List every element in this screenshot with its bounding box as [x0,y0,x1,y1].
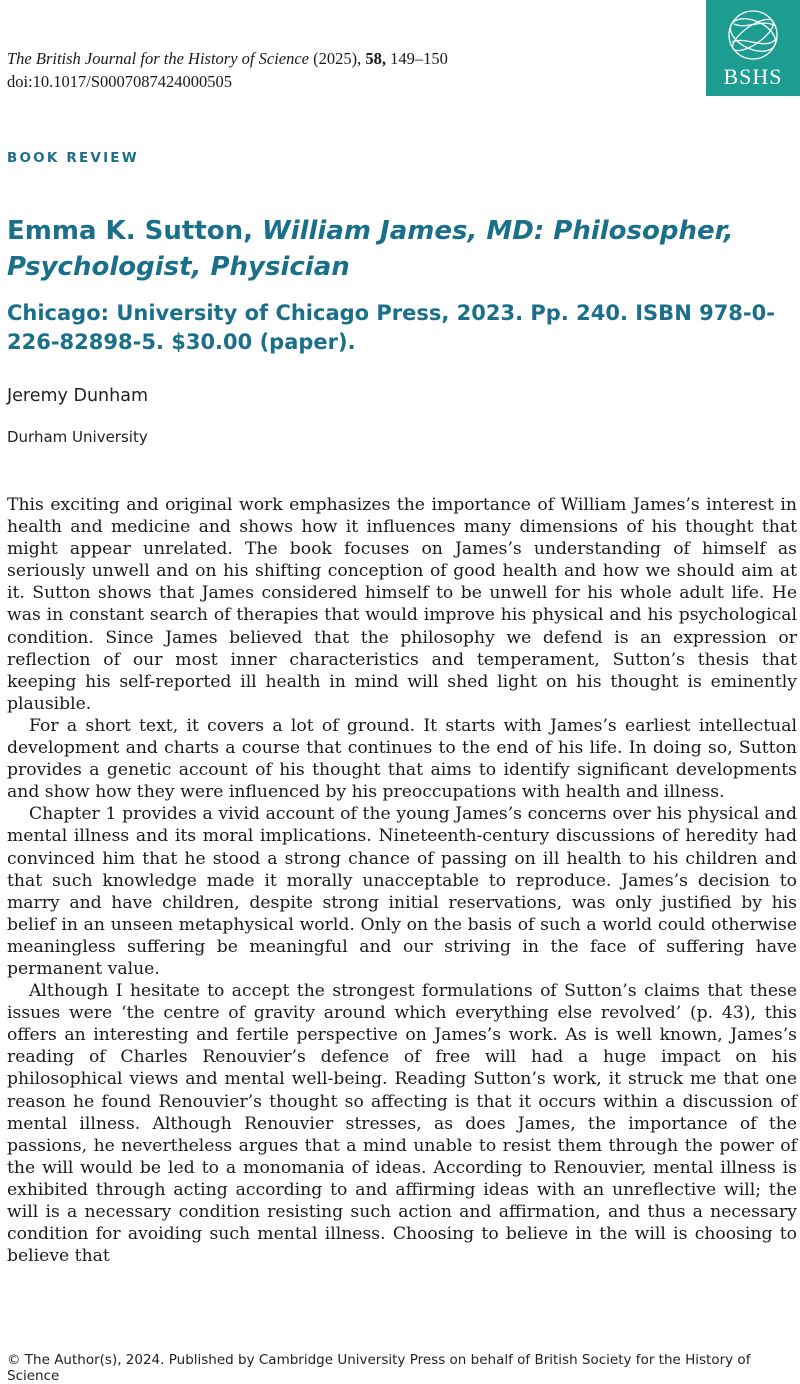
logo-text: BSHS [723,64,783,89]
paragraph: Although I hesitate to accept the strongest formulations of Sutton’s claims that these issues were ‘the centre of gravity around which everything else revolved’ (p. 43), this offers an interesting and fertile perspective on James’s work. As is well known, James’s reading of Charles Renouvier’s defence of free will had a huge impact on his philosophical views and mental well-being. Reading Sutton’s work, it struck me that one reason he found Renouvier’s thought so affecting is that it occurs within a discussion of mental illness. Although Renouvier stresses, as does James, the importance of the passions, he nevertheless argues that a mind unable to resist them through the power of the will would be led to a monomania of ideas. According to Renouvier, mental illness is exhibited through acting according to and affirming ideas with an unreflective will; the will is a necessary condition resisting such action and affirmation, and thus a necessary condition for avoiding such mental illness. Choosing to believe in the will is choosing to believe that [7,981,797,1267]
citation-line [7,47,448,70]
paragraph: This exciting and original work emphasizes the importance of William James’s interest in health and medicine and shows how it influences many dimensions of his thought that might appear unrelated. The book focuses on James’s understanding of himself as seriously unwell and on his shifting conception of good health and how we should aim at it. Sutton shows that James considered himself to be unwell for his whole adult life. He was in constant search of therapies that would improve his physical and his psychological condition. Since James believed that the philosophy we defend is an expression or reflection of our most inner characteristics and temperament, Sutton’s thesis that keeping his self-reported ill health in mind will shed light on his thought is eminently plausible. [7,495,797,714]
section-label: BOOK REVIEW [7,150,139,166]
publication-year: (2025), [313,49,362,68]
journal-citation [7,47,448,93]
paragraph: For a short text, it covers a lot of ground. It starts with James’s earliest intellectual development and charts a course that continues to the end of his life. In doing so, Sutton provides a genetic account of his thought that aims to identify significant developments and show how they were influenced by his preoccupations with health and illness. [7,715,797,803]
reviewer-name: Jeremy Dunham [7,386,148,406]
copyright-footer: © The Author(s), 2024. Published by Cambridge University Press on behalf of British Society for the History of Science [7,1352,751,1384]
doi: doi:10.1017/S0007087424000505 [7,72,233,91]
volume-number: 58, [365,49,387,68]
review-body [7,494,797,1267]
publication-info: Chicago: University of Chicago Press, 2023. Pp. 240. ISBN 978-0-226-82898-5. $30.00 (paper). [7,301,775,354]
journal-name: The British Journal for the History of Science [7,49,310,68]
book-title: William James, MD: Philosopher, Psychologist, Physician [7,216,734,282]
globe-icon [720,4,786,64]
reviewer-affiliation: Durham University [7,428,148,446]
page-range: 149–150 [390,49,448,68]
paragraph: Chapter 1 provides a vivid account of the young James’s concerns over his physical and mental illness and its moral implications. Nineteenth-century discussions of heredity had convinced him that he stood a strong chance of passing on ill health to his children and that such knowledge made it morally unacceptable to reproduce. James’s decision to marry and have children, despite strong initial reservations, was only justified by his belief in an unseen metaphysical world. Only on the basis of such a world could otherwise meaningless suffering be meaningful and our striving in the face of suffering have permanent value. [7,804,797,979]
review-title [7,213,787,285]
book-author: Emma K. Sutton, [7,216,263,246]
bshs-logo [706,0,800,96]
